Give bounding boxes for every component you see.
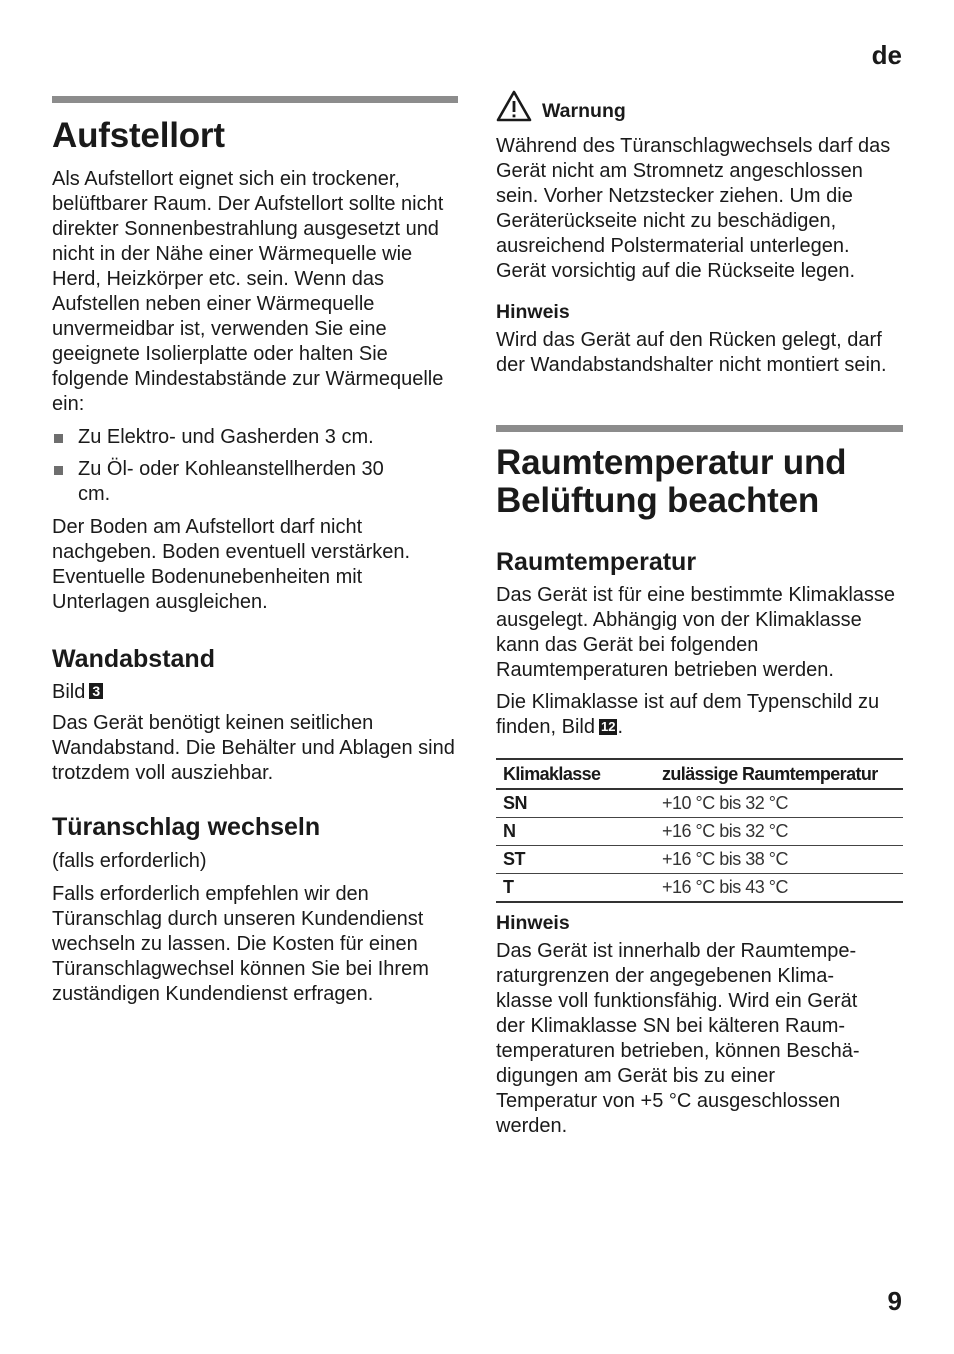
raumtemperatur-text: Das Gerät ist für eine bestimmte Klimaklasse ausgelegt. Abhängig von der Klimaklasse kann das Gerät bei folgenden Raumtemperaturen betrieben werden.	[496, 584, 896, 681]
tueranschlag-text: Falls erforderlich empfehlen wir den Türanschlag durch unseren Kundendienst wechseln zu lassen. Die Kosten für einen Türanschlagwechsel können Sie bei Ihrem zuständigen Kundendienst erfragen.	[52, 883, 429, 1005]
warning-text: Während des Türanschlagwechsels darf das Gerät nicht am Stromnetz angeschlossen sein. Vorher Netzstecker ziehen. Um die Geräterückseite nicht zu beschädigen, ausreichend Polstermaterial unterlegen. Gerät vorsichtig auf die Rückseite legen.	[496, 135, 891, 282]
section-rule	[52, 96, 458, 103]
left-column	[52, 0, 458, 1007]
warning-title: Warnung	[542, 100, 626, 122]
text-line: klasse voll funktionsfähig. Wird ein Gerät	[496, 990, 858, 1012]
table-row	[496, 874, 903, 903]
typenschild-text-end: .	[617, 716, 623, 738]
raumtemperatur-heading	[496, 444, 903, 520]
table-cell-class: T	[496, 874, 655, 903]
text-line: digungen am Gerät bis zu einer	[496, 1065, 776, 1087]
right-column	[496, 0, 903, 1139]
list-item: Zu Elektro- und Gasherden 3 cm.	[52, 425, 458, 450]
wandabstand-text: Das Gerät benötigt keinen seitlichen Wandabstand. Die Behälter und Ablagen sind trotzdem voll ausziehbar.	[52, 712, 455, 784]
hinweis-klima-text	[496, 939, 903, 1139]
table-cell-range: +16 °C bis 32 °C	[655, 818, 903, 846]
raumtemperatur-subheading: Raumtemperatur	[496, 548, 697, 576]
table-row	[496, 818, 903, 846]
distance-list	[52, 425, 458, 507]
list-item: Zu Öl- oder Kohleanstellherden 30 cm.	[52, 457, 458, 507]
page-number: 9	[887, 1286, 902, 1316]
heading-line: Raumtemperatur und	[496, 443, 847, 482]
table-header-cell: zulässige Raumtemperatur	[655, 759, 903, 789]
figure-label: Bild	[52, 681, 86, 703]
table-header-cell: Klimaklasse	[496, 759, 655, 789]
table-cell-class: N	[496, 818, 655, 846]
aufstellort-heading: Aufstellort	[52, 116, 225, 155]
text-line: Das Gerät ist innerhalb der Raumtempe-	[496, 940, 857, 962]
aufstellort-intro: Als Aufstellort eignet sich ein trockener, belüftbarer Raum. Der Aufstellort sollte nicht direkter Sonnenbestrahlung ausgesetzt und nicht in der Nähe einer Wärmequelle wie Herd, Heizkörper etc. sein. Wenn das Aufstellen neben einer Wärmequelle unvermeidbar ist, verwenden Sie eine geeignete Isolierplatte oder halten Sie folgende Mindestabstände zur Wärmequelle ein:	[52, 168, 444, 415]
table-cell-range: +16 °C bis 38 °C	[655, 846, 903, 874]
warning-heading-row	[496, 90, 903, 122]
language-tag: de	[871, 40, 902, 70]
table-header-row	[496, 759, 903, 789]
floor-paragraph: Der Boden am Aufstellort darf nicht nachgeben. Boden eventuell verstärken. Eventuelle Bodenunebenheiten mit Unterlagen ausgleichen.	[52, 516, 411, 613]
table-cell-class: SN	[496, 789, 655, 818]
text-line: der Klimaklasse SN bei kälteren Raum-	[496, 1015, 846, 1037]
table-cell-range: +10 °C bis 32 °C	[655, 789, 903, 818]
table-cell-range: +16 °C bis 43 °C	[655, 874, 903, 903]
text-line: raturgrenzen der angegebenen Klima-	[496, 965, 834, 987]
table-row	[496, 789, 903, 818]
tueranschlag-heading: Türanschlag wechseln	[52, 813, 321, 841]
table-cell-class: ST	[496, 846, 655, 874]
figure-number-badge: 12	[600, 719, 616, 734]
text-line: Temperatur von +5 °C ausgeschlossen	[496, 1090, 841, 1112]
hinweis-title: Hinweis	[496, 912, 570, 934]
hinweis-title: Hinweis	[496, 301, 570, 323]
klimaklasse-table	[496, 758, 903, 903]
typenschild-text-part: Die Klimaklasse ist auf dem Typenschild zu finden, Bild	[496, 691, 880, 738]
typenschild-text	[496, 690, 903, 740]
text-line: werden.	[496, 1115, 568, 1137]
heading-line: Belüftung beachten	[496, 481, 820, 520]
warning-icon	[496, 90, 532, 122]
hinweis-text: Wird das Gerät auf den Rücken gelegt, darf der Wandabstandshalter nicht montiert sein.	[496, 329, 887, 376]
section-rule	[496, 425, 903, 432]
figure-number-badge: 3	[89, 683, 103, 699]
wandabstand-heading: Wandabstand	[52, 645, 215, 673]
text-line: temperaturen betrieben, können Beschä-	[496, 1040, 860, 1062]
tueranschlag-note: (falls erforderlich)	[52, 850, 207, 872]
table-row	[496, 846, 903, 874]
wandabstand-figure-ref	[52, 680, 458, 705]
